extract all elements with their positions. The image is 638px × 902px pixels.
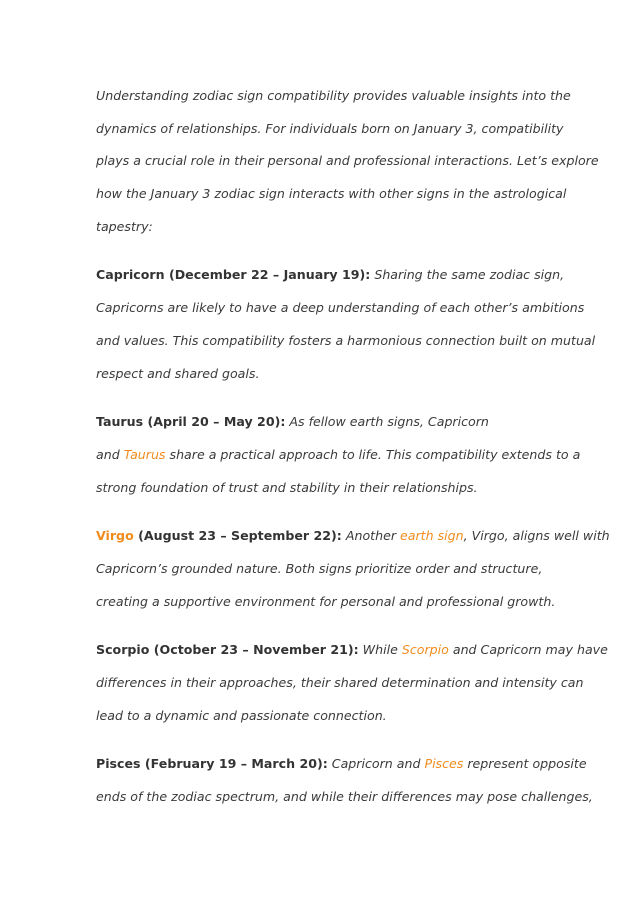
virgo-line-1 (96, 528, 610, 544)
virgo-line-3: creating a supportive environment for personal and professional growth. (96, 594, 556, 609)
pisces-line-1 (96, 756, 587, 772)
pisces-line-1-pre: Capricorn and (327, 756, 425, 771)
scorpio-line-1-pre: While (358, 642, 402, 657)
taurus-line-2-pre: and (96, 447, 124, 462)
taurus-line-1 (96, 414, 489, 430)
scorpio-heading: Scorpio (October 23 – November 21): (96, 642, 359, 657)
capricorn-line-4: respect and shared goals. (96, 366, 260, 381)
virgo-heading: (August 23 – September 22): (133, 528, 342, 543)
capricorn-line-2: Capricorns are likely to have a deep understanding of each other’s ambitions (96, 300, 585, 315)
capricorn-line-3: and values. This compatibility fosters a harmonious connection built on mutual (96, 333, 596, 348)
pisces-heading: Pisces (February 19 – March 20): (96, 756, 328, 771)
intro-line-4: how the January 3 zodiac sign interacts with other signs in the astrological (96, 186, 567, 201)
taurus-line-3: strong foundation of trust and stability in their relationships. (96, 480, 478, 495)
capricorn-line-1 (96, 267, 564, 283)
capricorn-line-1-text: Sharing the same zodiac sign, (370, 267, 565, 282)
virgo-line-2: Capricorn’s grounded nature. Both signs prioritize order and structure, (96, 561, 543, 576)
intro-line-3: plays a crucial role in their personal and professional interactions. Let’s explore (96, 153, 599, 168)
intro-line-5: tapestry: (96, 219, 153, 234)
intro-line-2: dynamics of relationships. For individuals born on January 3, compatibility (96, 121, 564, 136)
virgo-line-1-pre: Another (341, 528, 400, 543)
taurus-heading: Taurus (April 20 – May 20): (96, 414, 286, 429)
pisces-line-1-post: represent opposite (463, 756, 587, 771)
virgo-link[interactable]: Virgo (96, 528, 134, 543)
taurus-line-1-text: As fellow earth signs, Capricorn (285, 414, 489, 429)
earth-sign-link[interactable]: earth sign (400, 528, 464, 543)
pisces-line-2: ends of the zodiac spectrum, and while their differences may pose challenges, (96, 789, 593, 804)
taurus-link[interactable]: Taurus (123, 447, 166, 462)
scorpio-line-2: differences in their approaches, their shared determination and intensity can (96, 675, 584, 690)
intro-line-1: Understanding zodiac sign compatibility provides valuable insights into the (96, 88, 571, 103)
virgo-line-1-post: , Virgo, aligns well with (463, 528, 610, 543)
taurus-line-2-post: share a practical approach to life. This compatibility extends to a (165, 447, 581, 462)
scorpio-link[interactable]: Scorpio (401, 642, 449, 657)
taurus-line-2 (96, 447, 580, 463)
capricorn-heading: Capricorn (December 22 – January 19): (96, 267, 371, 282)
scorpio-line-1 (96, 642, 608, 658)
scorpio-line-1-post: and Capricorn may have (448, 642, 608, 657)
pisces-link[interactable]: Pisces (424, 756, 464, 771)
scorpio-line-3: lead to a dynamic and passionate connection. (96, 708, 387, 723)
